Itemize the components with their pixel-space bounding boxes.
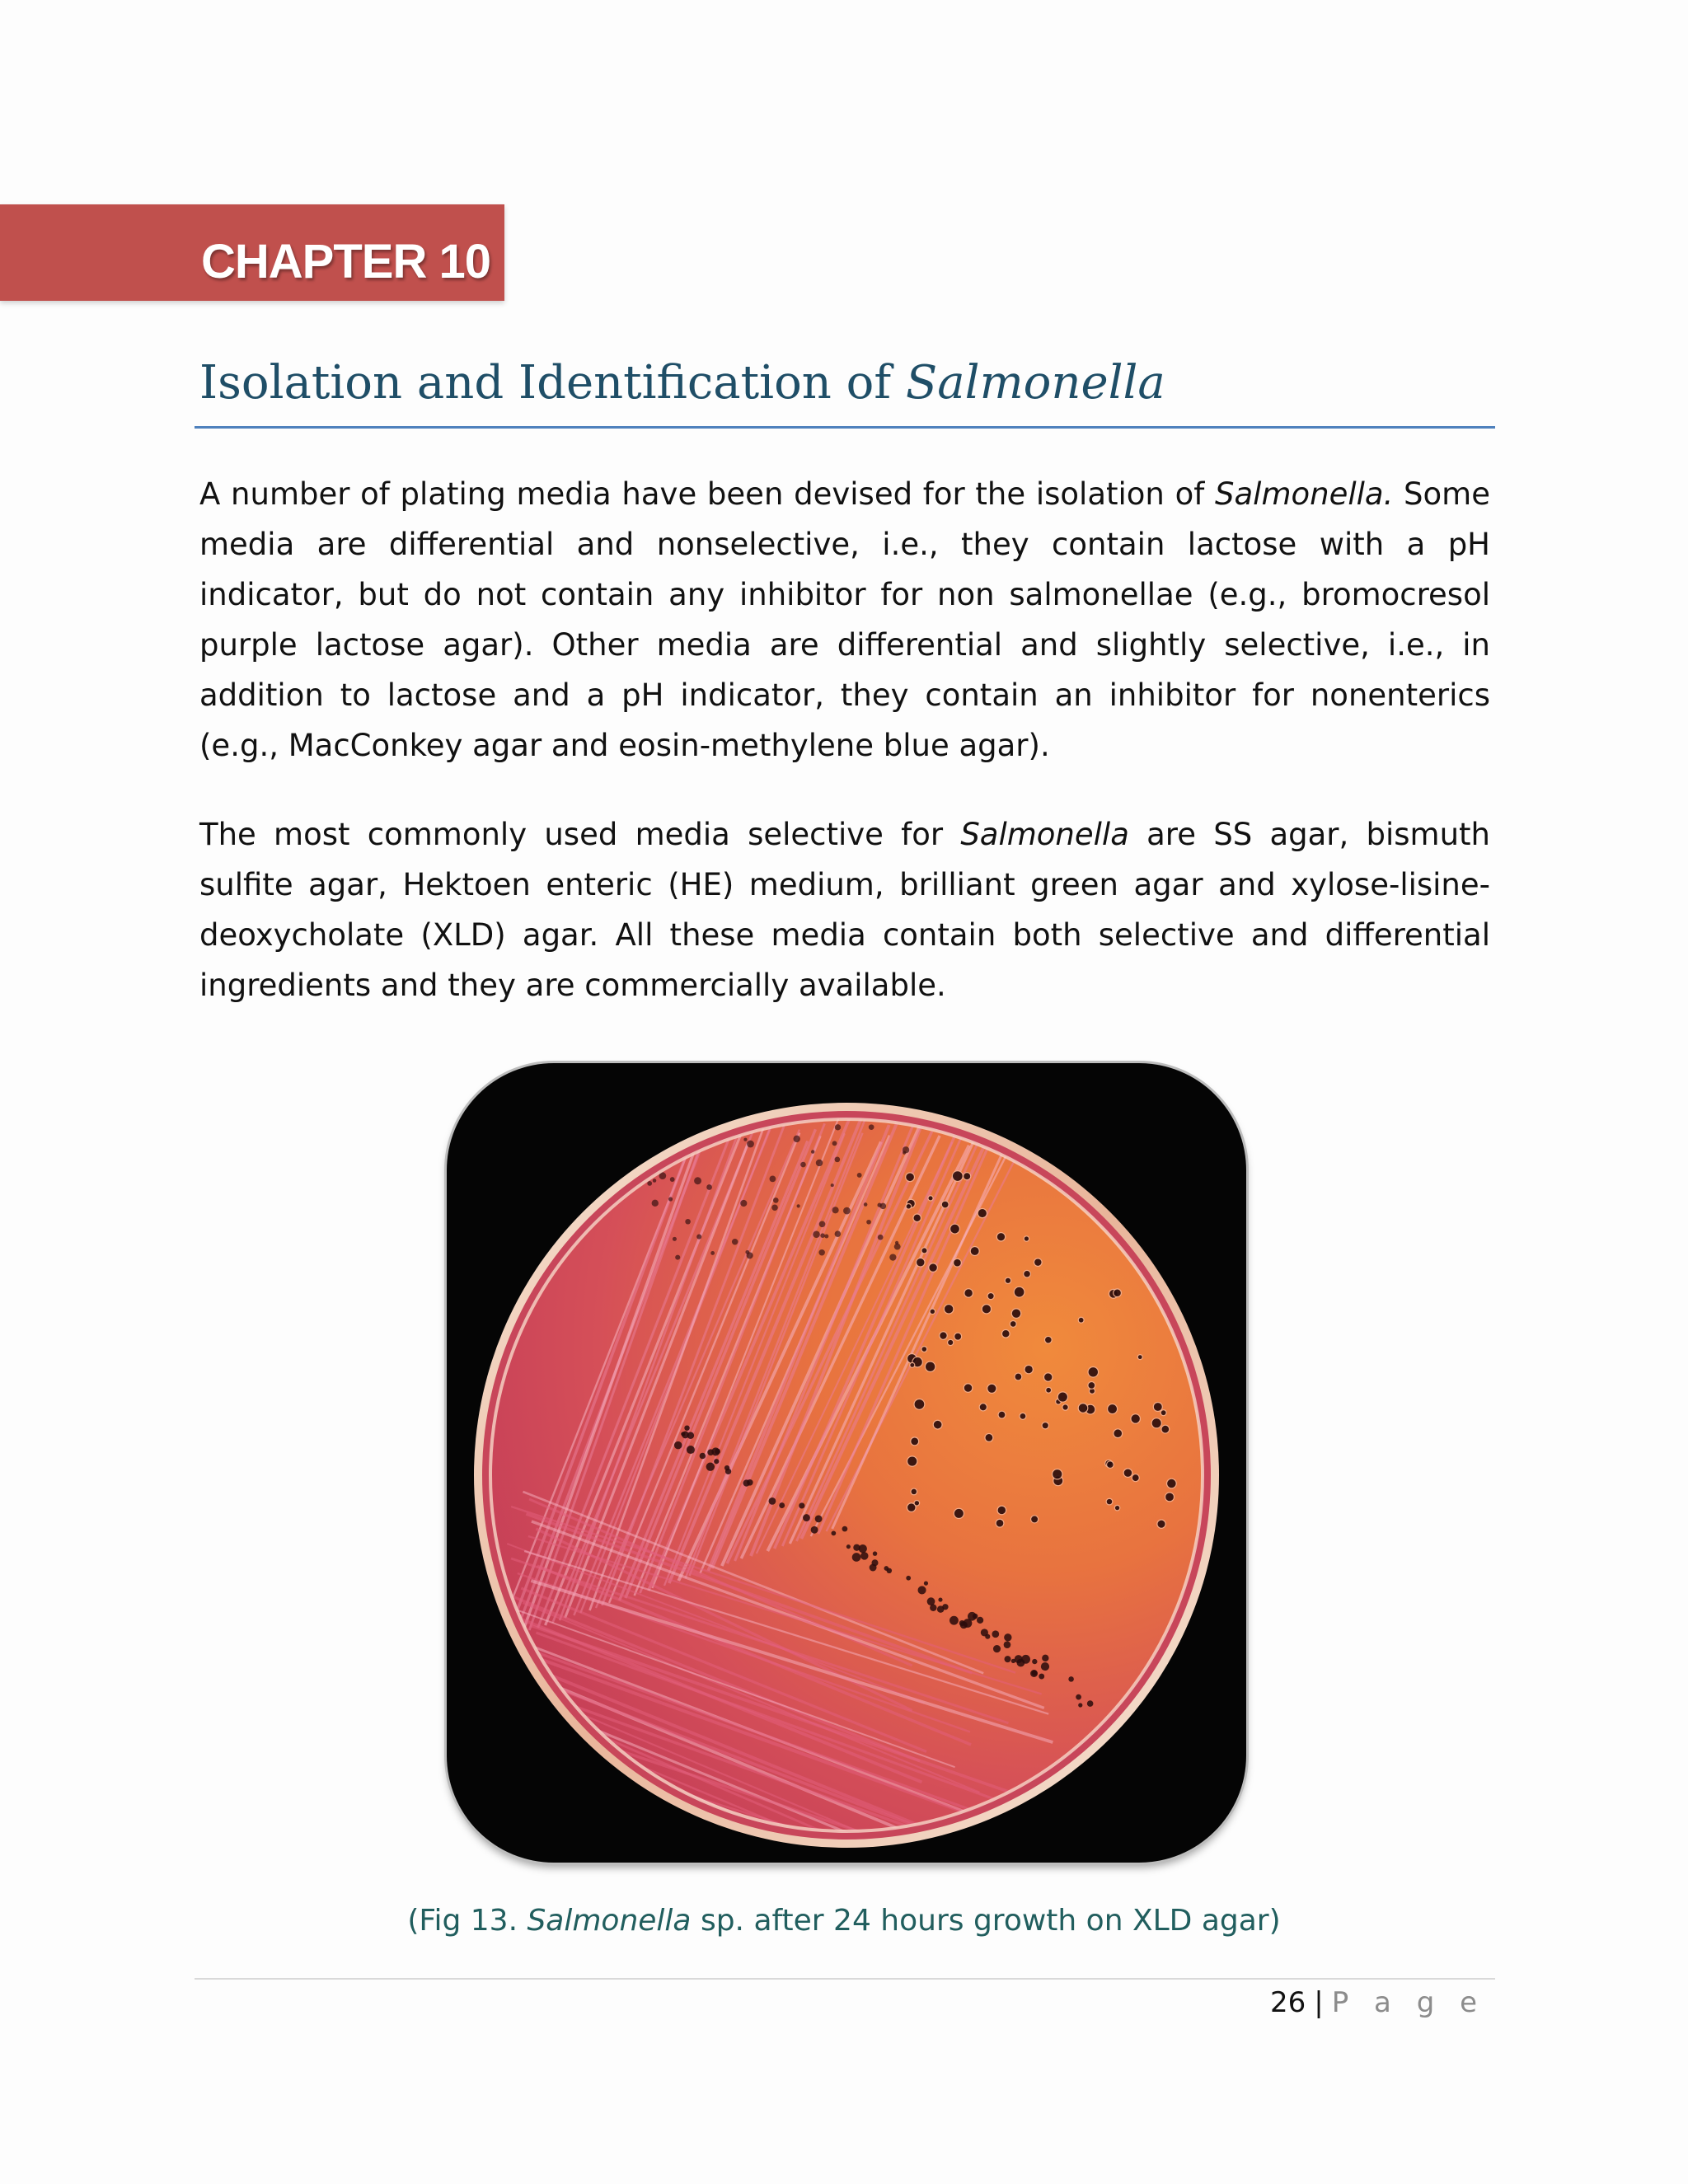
colony-dot (910, 1362, 915, 1367)
colony-dot (973, 1614, 978, 1619)
colony-dot (914, 1500, 920, 1506)
page-number: 26 (1270, 1986, 1306, 2019)
colony-dot (714, 1459, 719, 1464)
colony-dot (1078, 1404, 1088, 1413)
paragraph-italic: Salmonella. (1215, 476, 1394, 512)
heading-underline (195, 426, 1495, 429)
caption-text: sp. after 24 hours growth on XLD agar) (691, 1904, 1281, 1938)
colony-dot (803, 1514, 810, 1521)
colony-dot (997, 1506, 1006, 1515)
colony-dot (1024, 1270, 1031, 1277)
colony-dot (674, 1441, 682, 1450)
colony-dot (800, 1162, 806, 1168)
colony-dot (816, 1160, 823, 1166)
colony-dot (747, 1479, 753, 1486)
colony-dot (985, 1433, 993, 1441)
colony-dot (769, 1497, 776, 1505)
colony-dot (878, 1235, 884, 1240)
colony-dot (1031, 1516, 1039, 1523)
colony-dot (1032, 1659, 1037, 1664)
chapter-label: CHAPTER 10 (201, 235, 490, 288)
colony-dot (835, 1124, 841, 1130)
colony-dot (811, 1150, 814, 1153)
colony-dot (870, 1564, 877, 1572)
colony-dot (857, 1173, 862, 1178)
colony-dot (1021, 1655, 1030, 1664)
colony-dot (996, 1519, 1004, 1527)
colony-dot (779, 1502, 785, 1508)
colony-dot (913, 1214, 921, 1222)
colony-dot (911, 1488, 917, 1495)
colony-dot (1043, 1373, 1052, 1381)
colony-dot (668, 1197, 673, 1201)
colony-dot (930, 1309, 935, 1315)
colony-dot (1078, 1317, 1084, 1323)
colony-dot (1041, 1662, 1049, 1671)
colony-dot (696, 1235, 701, 1240)
colony-dot (927, 1597, 935, 1605)
colony-dot (852, 1553, 861, 1562)
colony-dot (992, 1630, 999, 1638)
colony-dot (964, 1384, 973, 1393)
colony-dot (732, 1239, 738, 1245)
colony-dot (842, 1526, 848, 1532)
colony-dot (1076, 1694, 1081, 1700)
colony-dot (835, 1230, 842, 1237)
colony-dot (916, 1258, 925, 1267)
colony-dot (1106, 1498, 1113, 1505)
colony-dot (675, 1255, 680, 1260)
colony-dot (1165, 1493, 1175, 1502)
colony-dot (773, 1197, 779, 1203)
colony-dot (950, 1224, 960, 1234)
colony-dot (948, 1339, 954, 1345)
colony-dot (1137, 1355, 1142, 1360)
colony-dot (1114, 1289, 1122, 1297)
page-footer (1270, 1986, 1485, 2019)
colony-dot (860, 1552, 869, 1560)
colony-dot (673, 1237, 677, 1241)
colony-dot (1114, 1429, 1123, 1438)
chapter-banner (0, 204, 504, 301)
colony-dot (652, 1200, 659, 1207)
colony-dot (846, 1544, 851, 1549)
colony-dot (937, 1605, 944, 1612)
caption-text: (Fig 13. (407, 1904, 528, 1938)
colony-dot (644, 1129, 650, 1136)
colony-dot (1107, 1461, 1114, 1469)
colony-dot (1042, 1422, 1048, 1428)
colony-dot (813, 1230, 820, 1238)
colony-dot (1010, 1320, 1016, 1327)
colony-dot (921, 1347, 927, 1352)
colony-dot (1132, 1474, 1139, 1482)
colony-dot (938, 1598, 942, 1602)
colony-dot (864, 1202, 868, 1207)
colony-dot (884, 1566, 889, 1571)
colony-dot (1004, 1633, 1011, 1641)
colony-dot (950, 1616, 959, 1625)
figure-caption (0, 1904, 1688, 1938)
colony-dot (1042, 1655, 1048, 1661)
colony-dot (941, 1201, 949, 1208)
colony-dot (710, 1251, 715, 1255)
colony-dot (684, 1425, 689, 1430)
colony-dot (1131, 1414, 1141, 1424)
paragraph-text: The most commonly used media selective for (199, 817, 961, 852)
colony-dot (1039, 1674, 1044, 1680)
colony-dot (907, 1456, 917, 1466)
colony-dot (987, 1384, 996, 1393)
colony-dot (797, 1204, 800, 1207)
colony-dot (1078, 1703, 1082, 1707)
colony-dot (911, 1437, 919, 1446)
colony-dot (982, 1305, 991, 1314)
colony-dot (869, 1124, 874, 1130)
colony-dot (1046, 1387, 1052, 1393)
colony-dot (1057, 1392, 1067, 1402)
paragraph-selective-media (199, 809, 1490, 1010)
paragraph-text: are SS agar, bismuth sulfite agar, Hektoen enteric (HE) medium, brilliant green agar and xylose-lisine-deoxycholate (XLD) agar. All these media contain both selective and differential ingredients and they are commercially available. (199, 817, 1490, 1003)
colony-dot (771, 1204, 778, 1211)
colony-dot (831, 1183, 834, 1187)
colony-dot (831, 1531, 836, 1536)
colony-dot (929, 1263, 938, 1272)
colony-dot (906, 1203, 912, 1209)
paragraph-text: A number of plating media have been devised for the isolation of (199, 476, 1215, 512)
page-word: P a g e (1331, 1986, 1485, 2019)
colony-dot (1001, 1329, 1010, 1338)
colony-dot (832, 1141, 837, 1146)
colony-dot (1024, 1236, 1029, 1241)
heading-italic: Salmonella (905, 356, 1165, 410)
colony-dot (1034, 1258, 1042, 1267)
colony-dot (853, 1544, 860, 1551)
caption-italic: Salmonella (527, 1904, 692, 1938)
colony-dot (944, 1305, 954, 1315)
colony-dot (799, 1502, 804, 1508)
petri-dish-photo (447, 1063, 1246, 1863)
colony-dot (1088, 1367, 1099, 1378)
colony-dot (964, 1289, 973, 1298)
colony-dot (715, 1449, 720, 1455)
colony-dot (889, 1254, 896, 1260)
colony-dot (1005, 1656, 1011, 1662)
paragraph-text: Some media are differential and nonselective, i.e., they contain lactose with a pH indicator, but do not contain any inhibitor for non salmonellae (e.g., bromocresol purple lactose agar). Other media are differential and slightly selective, i.e., in addition to lactose and a pH indicator, they contain an inhibitor for nonenterics (e.g., MacConkey agar and eosin-methylene blue agar). (199, 476, 1490, 763)
colony-dot (697, 1117, 705, 1124)
colony-dot (681, 1432, 685, 1436)
colony-dot (914, 1399, 925, 1409)
colony-dot (1025, 1365, 1033, 1373)
colony-dot (815, 1515, 823, 1522)
colony-dot (1087, 1700, 1094, 1707)
colony-dot (685, 1219, 691, 1225)
colony-dot (832, 1207, 838, 1213)
colony-dot (824, 1234, 828, 1238)
colony-dot (1088, 1381, 1095, 1389)
colony-dot (1053, 1469, 1062, 1479)
colony-dot (743, 1138, 747, 1141)
colony-dot (880, 1203, 887, 1210)
colony-dot (925, 1361, 935, 1371)
colony-dot (996, 1233, 1005, 1241)
colony-dot (818, 1249, 825, 1256)
colony-dot (700, 1453, 706, 1460)
section-heading (199, 356, 1493, 410)
colony-dot (924, 1582, 928, 1586)
colony-dot (928, 1196, 933, 1201)
colony-dot (835, 1157, 841, 1163)
colony-dot (970, 1246, 979, 1255)
colony-dot (987, 1293, 994, 1300)
colony-dot (1108, 1404, 1118, 1414)
colony-dot (707, 1449, 714, 1455)
colony-dot (873, 1551, 877, 1555)
paragraph-italic: Salmonella (960, 817, 1129, 852)
colony-dot (1044, 1336, 1052, 1343)
colony-dot (1114, 1505, 1120, 1511)
paragraph-plating-media (199, 469, 1490, 771)
colony-dot (745, 1250, 749, 1254)
colony-dot (978, 1208, 987, 1217)
footer-divider (195, 1978, 1495, 1980)
colony-dot (906, 1173, 915, 1182)
colony-dot (706, 1184, 712, 1190)
colony-dot (993, 1645, 1001, 1652)
colony-dot (1005, 1277, 1010, 1283)
colony-dot (1167, 1479, 1177, 1488)
colony-dot (793, 1136, 799, 1142)
colony-dot (1062, 1404, 1068, 1410)
colony-dot (1160, 1410, 1166, 1416)
colony-dot (694, 1177, 701, 1184)
colony-dot (811, 1526, 818, 1534)
colony-dot (1123, 1469, 1132, 1478)
colony-dot (687, 1446, 695, 1454)
colony-dot (981, 1629, 988, 1636)
colony-dot (918, 1586, 926, 1594)
colony-dot (1030, 1670, 1038, 1677)
footer-separator: | (1314, 1986, 1324, 2019)
colony-dot (653, 1179, 657, 1183)
colony-dot (979, 1404, 987, 1411)
colony-dot (954, 1258, 962, 1267)
colony-dot (1151, 1418, 1161, 1428)
colony-dot (1015, 1655, 1023, 1663)
heading-text: Isolation and Identification of (199, 356, 906, 410)
colony-dot (1161, 1425, 1170, 1433)
colony-dot (1004, 1641, 1011, 1648)
colony-dot (921, 1248, 927, 1254)
colony-dot (903, 1146, 909, 1153)
colony-dot (954, 1333, 962, 1340)
colony-dot (959, 1620, 965, 1626)
colony-dot (906, 1576, 911, 1581)
colony-dot (770, 1176, 776, 1183)
colony-dot (933, 1420, 942, 1429)
colony-dot (998, 1411, 1006, 1418)
colony-dot (747, 1141, 754, 1148)
colony-dot (1068, 1676, 1074, 1682)
colony-dot (843, 1207, 851, 1215)
colony-dot (866, 1220, 871, 1225)
colony-dot (954, 1508, 964, 1518)
colony-dot (894, 1244, 901, 1250)
colony-dot (1153, 1402, 1162, 1411)
colony-dot (940, 1332, 948, 1340)
colony-dot (706, 1463, 715, 1471)
colony-dot (819, 1221, 826, 1227)
colony-dot (964, 1173, 971, 1180)
colony-dot (977, 1617, 983, 1624)
colony-dot (1011, 1309, 1021, 1319)
colony-dot (645, 1137, 651, 1143)
colony-dot (660, 1145, 666, 1151)
colony-dot (725, 1469, 731, 1474)
colony-dot (1015, 1373, 1022, 1380)
colony-dot (1014, 1286, 1025, 1297)
colony-dot (1157, 1520, 1165, 1528)
colony-dot (820, 1233, 825, 1238)
colony-dot (740, 1200, 747, 1207)
colony-dot (1020, 1413, 1026, 1419)
colony-dot (647, 1181, 652, 1186)
colony-dot (952, 1171, 963, 1182)
colony-dot (670, 1177, 675, 1182)
